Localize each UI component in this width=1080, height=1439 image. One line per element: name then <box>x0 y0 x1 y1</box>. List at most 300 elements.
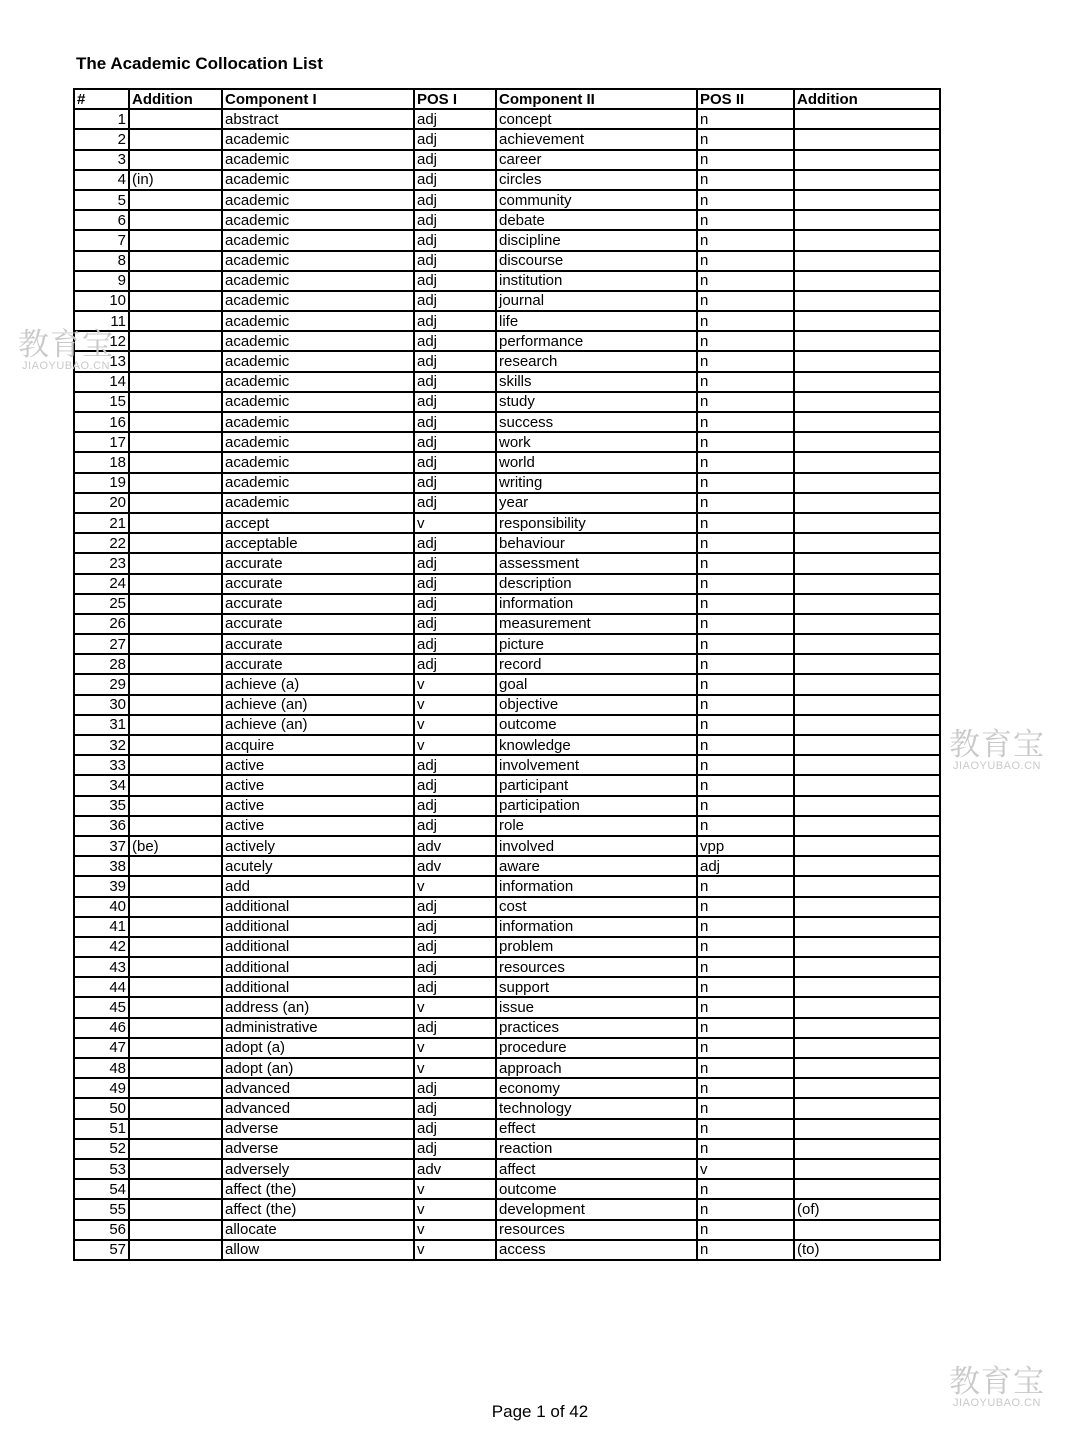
row-number-cell: 13 <box>74 351 129 371</box>
component-i-cell: adversely <box>222 1159 414 1179</box>
table-row <box>74 876 940 896</box>
pos-i-cell: adj <box>414 372 496 392</box>
component-i-cell: adopt (a) <box>222 1038 414 1058</box>
pos-ii-cell: n <box>697 513 794 533</box>
addition-after-cell <box>794 775 940 795</box>
pos-i-cell: adv <box>414 836 496 856</box>
table-row <box>74 392 940 412</box>
pos-ii-cell: n <box>697 372 794 392</box>
row-number-cell: 5 <box>74 190 129 210</box>
component-ii-cell: technology <box>496 1098 697 1118</box>
component-ii-cell: debate <box>496 210 697 230</box>
pos-ii-cell: n <box>697 897 794 917</box>
row-number-cell: 10 <box>74 291 129 311</box>
pos-i-cell: adv <box>414 1159 496 1179</box>
watermark-chinese: 教育宝 <box>18 327 114 363</box>
column-header-component-i: Component I <box>222 89 414 109</box>
pos-i-cell: v <box>414 1220 496 1240</box>
pos-ii-cell: n <box>697 1038 794 1058</box>
row-number-cell: 54 <box>74 1179 129 1199</box>
pos-i-cell: adj <box>414 190 496 210</box>
addition-before-cell <box>129 230 222 250</box>
pos-ii-cell: n <box>697 291 794 311</box>
addition-before-cell <box>129 150 222 170</box>
pos-ii-cell: n <box>697 715 794 735</box>
addition-before-cell <box>129 473 222 493</box>
pos-ii-cell: n <box>697 816 794 836</box>
component-ii-cell: picture <box>496 634 697 654</box>
addition-after-cell <box>794 129 940 149</box>
table-row <box>74 432 940 452</box>
component-i-cell: achieve (an) <box>222 695 414 715</box>
component-i-cell: affect (the) <box>222 1179 414 1199</box>
addition-before-cell <box>129 856 222 876</box>
table-row <box>74 1179 940 1199</box>
row-number-cell: 17 <box>74 432 129 452</box>
pos-i-cell: adj <box>414 977 496 997</box>
component-ii-cell: research <box>496 351 697 371</box>
table-row <box>74 654 940 674</box>
table-row <box>74 614 940 634</box>
pos-i-cell: adj <box>414 129 496 149</box>
table-row <box>74 109 940 129</box>
document-title: The Academic Collocation List <box>76 54 323 73</box>
table-row <box>74 372 940 392</box>
addition-after-cell: (of) <box>794 1199 940 1219</box>
component-i-cell: academic <box>222 291 414 311</box>
table-row <box>74 291 940 311</box>
addition-after-cell <box>794 1220 940 1240</box>
addition-before-cell <box>129 1179 222 1199</box>
pos-i-cell: v <box>414 1058 496 1078</box>
addition-after-cell <box>794 634 940 654</box>
table-row <box>74 493 940 513</box>
row-number-cell: 43 <box>74 957 129 977</box>
pos-ii-cell: n <box>697 634 794 654</box>
pos-i-cell: adj <box>414 452 496 472</box>
addition-after-cell <box>794 917 940 937</box>
pos-i-cell: adj <box>414 331 496 351</box>
component-i-cell: academic <box>222 129 414 149</box>
addition-before-cell <box>129 654 222 674</box>
component-i-cell: acceptable <box>222 533 414 553</box>
component-i-cell: additional <box>222 937 414 957</box>
component-ii-cell: record <box>496 654 697 674</box>
table-row <box>74 412 940 432</box>
row-number-cell: 24 <box>74 574 129 594</box>
addition-before-cell <box>129 1159 222 1179</box>
addition-before-cell <box>129 1058 222 1078</box>
addition-before-cell <box>129 1220 222 1240</box>
table-row <box>74 695 940 715</box>
pos-i-cell: adj <box>414 392 496 412</box>
row-number-cell: 23 <box>74 553 129 573</box>
pos-ii-cell: n <box>697 170 794 190</box>
pos-ii-cell: n <box>697 654 794 674</box>
watermark-logo <box>949 1364 1045 1409</box>
addition-after-cell <box>794 190 940 210</box>
addition-after-cell <box>794 230 940 250</box>
addition-before-cell <box>129 755 222 775</box>
addition-after-cell <box>794 654 940 674</box>
addition-before-cell <box>129 190 222 210</box>
pos-i-cell: adj <box>414 493 496 513</box>
component-ii-cell: reaction <box>496 1139 697 1159</box>
pos-ii-cell: n <box>697 190 794 210</box>
component-i-cell: academic <box>222 432 414 452</box>
addition-after-cell <box>794 1179 940 1199</box>
component-ii-cell: year <box>496 493 697 513</box>
component-i-cell: address (an) <box>222 997 414 1017</box>
pos-i-cell: adj <box>414 271 496 291</box>
table-row <box>74 150 940 170</box>
component-ii-cell: institution <box>496 271 697 291</box>
addition-after-cell <box>794 695 940 715</box>
pos-i-cell: adj <box>414 109 496 129</box>
component-i-cell: adverse <box>222 1139 414 1159</box>
component-ii-cell: objective <box>496 695 697 715</box>
row-number-cell: 35 <box>74 796 129 816</box>
pos-ii-cell: n <box>697 775 794 795</box>
row-number-cell: 6 <box>74 210 129 230</box>
component-ii-cell: achievement <box>496 129 697 149</box>
row-number-cell: 47 <box>74 1038 129 1058</box>
row-number-cell: 31 <box>74 715 129 735</box>
pos-i-cell: adj <box>414 634 496 654</box>
table-row <box>74 1240 940 1260</box>
component-i-cell: acutely <box>222 856 414 876</box>
table-row <box>74 917 940 937</box>
component-i-cell: administrative <box>222 1018 414 1038</box>
pos-ii-cell: n <box>697 1018 794 1038</box>
addition-before-cell <box>129 897 222 917</box>
pos-ii-cell: n <box>697 614 794 634</box>
pos-ii-cell: n <box>697 553 794 573</box>
addition-after-cell <box>794 796 940 816</box>
row-number-cell: 55 <box>74 1199 129 1219</box>
table-row <box>74 957 940 977</box>
component-ii-cell: writing <box>496 473 697 493</box>
pos-ii-cell: n <box>697 1119 794 1139</box>
row-number-cell: 14 <box>74 372 129 392</box>
addition-after-cell <box>794 392 940 412</box>
addition-before-cell <box>129 372 222 392</box>
addition-before-cell <box>129 452 222 472</box>
row-number-cell: 16 <box>74 412 129 432</box>
addition-before-cell <box>129 937 222 957</box>
pos-i-cell: adj <box>414 230 496 250</box>
component-i-cell: accurate <box>222 614 414 634</box>
component-ii-cell: problem <box>496 937 697 957</box>
pos-i-cell: v <box>414 876 496 896</box>
pos-ii-cell: v <box>697 1159 794 1179</box>
addition-after-cell <box>794 997 940 1017</box>
pos-ii-cell: n <box>697 937 794 957</box>
table-row <box>74 634 940 654</box>
pos-i-cell: adj <box>414 775 496 795</box>
addition-before-cell: (in) <box>129 170 222 190</box>
pos-ii-cell: n <box>697 796 794 816</box>
pos-i-cell: v <box>414 513 496 533</box>
table-row <box>74 1078 940 1098</box>
addition-before-cell <box>129 1078 222 1098</box>
pos-ii-cell: adj <box>697 856 794 876</box>
row-number-cell: 12 <box>74 331 129 351</box>
component-ii-cell: knowledge <box>496 735 697 755</box>
addition-after-cell <box>794 1018 940 1038</box>
addition-after-cell <box>794 412 940 432</box>
addition-before-cell <box>129 796 222 816</box>
component-ii-cell: behaviour <box>496 533 697 553</box>
addition-before-cell <box>129 432 222 452</box>
table-row <box>74 452 940 472</box>
addition-before-cell <box>129 997 222 1017</box>
component-ii-cell: work <box>496 432 697 452</box>
component-ii-cell: participant <box>496 775 697 795</box>
table-row <box>74 230 940 250</box>
row-number-cell: 7 <box>74 230 129 250</box>
row-number-cell: 33 <box>74 755 129 775</box>
addition-before-cell <box>129 1199 222 1219</box>
addition-before-cell <box>129 1038 222 1058</box>
watermark-logo <box>949 727 1045 772</box>
component-ii-cell: resources <box>496 957 697 977</box>
pos-ii-cell: n <box>697 533 794 553</box>
pos-i-cell: v <box>414 695 496 715</box>
component-i-cell: actively <box>222 836 414 856</box>
table-row <box>74 1119 940 1139</box>
component-i-cell: academic <box>222 311 414 331</box>
column-header-number: # <box>74 89 129 109</box>
addition-after-cell <box>794 432 940 452</box>
addition-before-cell <box>129 634 222 654</box>
table-row <box>74 170 940 190</box>
pos-ii-cell: n <box>697 311 794 331</box>
table-row <box>74 937 940 957</box>
addition-after-cell <box>794 735 940 755</box>
pos-i-cell: adj <box>414 251 496 271</box>
row-number-cell: 20 <box>74 493 129 513</box>
pos-ii-cell: n <box>697 351 794 371</box>
addition-before-cell <box>129 674 222 694</box>
addition-after-cell <box>794 594 940 614</box>
component-ii-cell: effect <box>496 1119 697 1139</box>
component-i-cell: active <box>222 816 414 836</box>
table-row <box>74 1058 940 1078</box>
table-row <box>74 351 940 371</box>
addition-after-cell <box>794 109 940 129</box>
row-number-cell: 37 <box>74 836 129 856</box>
pos-ii-cell: n <box>697 594 794 614</box>
row-number-cell: 18 <box>74 452 129 472</box>
component-ii-cell: information <box>496 876 697 896</box>
table-row <box>74 836 940 856</box>
row-number-cell: 49 <box>74 1078 129 1098</box>
row-number-cell: 25 <box>74 594 129 614</box>
pos-i-cell: v <box>414 674 496 694</box>
component-i-cell: accurate <box>222 634 414 654</box>
row-number-cell: 48 <box>74 1058 129 1078</box>
addition-before-cell <box>129 1098 222 1118</box>
addition-before-cell <box>129 876 222 896</box>
row-number-cell: 40 <box>74 897 129 917</box>
pos-ii-cell: n <box>697 331 794 351</box>
pos-ii-cell: n <box>697 977 794 997</box>
component-i-cell: active <box>222 755 414 775</box>
component-ii-cell: performance <box>496 331 697 351</box>
addition-after-cell <box>794 715 940 735</box>
addition-after-cell <box>794 210 940 230</box>
pos-ii-cell: n <box>697 1098 794 1118</box>
component-i-cell: achieve (an) <box>222 715 414 735</box>
pos-ii-cell: vpp <box>697 836 794 856</box>
row-number-cell: 46 <box>74 1018 129 1038</box>
addition-before-cell <box>129 271 222 291</box>
component-ii-cell: world <box>496 452 697 472</box>
component-i-cell: advanced <box>222 1098 414 1118</box>
addition-after-cell <box>794 553 940 573</box>
pos-ii-cell: n <box>697 674 794 694</box>
addition-after-cell <box>794 533 940 553</box>
row-number-cell: 28 <box>74 654 129 674</box>
table-row <box>74 796 940 816</box>
row-number-cell: 52 <box>74 1139 129 1159</box>
addition-after-cell <box>794 614 940 634</box>
component-ii-cell: life <box>496 311 697 331</box>
pos-i-cell: adj <box>414 473 496 493</box>
watermark-english: JIAOYUBAO.CN <box>953 760 1041 772</box>
component-ii-cell: issue <box>496 997 697 1017</box>
component-i-cell: academic <box>222 473 414 493</box>
table-row <box>74 473 940 493</box>
pos-i-cell: adj <box>414 351 496 371</box>
component-i-cell: add <box>222 876 414 896</box>
pos-ii-cell: n <box>697 129 794 149</box>
pos-i-cell: adj <box>414 755 496 775</box>
table-row <box>74 129 940 149</box>
pos-ii-cell: n <box>697 1220 794 1240</box>
component-i-cell: academic <box>222 150 414 170</box>
component-ii-cell: description <box>496 574 697 594</box>
component-ii-cell: measurement <box>496 614 697 634</box>
pos-ii-cell: n <box>697 876 794 896</box>
component-i-cell: accurate <box>222 553 414 573</box>
table-row <box>74 755 940 775</box>
row-number-cell: 22 <box>74 533 129 553</box>
pos-ii-cell: n <box>697 735 794 755</box>
addition-after-cell <box>794 1119 940 1139</box>
pos-i-cell: adj <box>414 150 496 170</box>
component-i-cell: adopt (an) <box>222 1058 414 1078</box>
component-ii-cell: discourse <box>496 251 697 271</box>
addition-before-cell <box>129 957 222 977</box>
addition-before-cell <box>129 493 222 513</box>
table-header-row <box>74 89 940 109</box>
component-ii-cell: skills <box>496 372 697 392</box>
row-number-cell: 11 <box>74 311 129 331</box>
component-ii-cell: discipline <box>496 230 697 250</box>
pos-i-cell: adj <box>414 897 496 917</box>
column-header-addition: Addition <box>129 89 222 109</box>
pos-ii-cell: n <box>697 574 794 594</box>
component-ii-cell: practices <box>496 1018 697 1038</box>
pos-ii-cell: n <box>697 251 794 271</box>
component-i-cell: academic <box>222 331 414 351</box>
addition-before-cell <box>129 351 222 371</box>
addition-before-cell <box>129 129 222 149</box>
row-number-cell: 56 <box>74 1220 129 1240</box>
column-header-component-ii: Component II <box>496 89 697 109</box>
component-i-cell: additional <box>222 917 414 937</box>
component-ii-cell: participation <box>496 796 697 816</box>
addition-after-cell <box>794 755 940 775</box>
table-row <box>74 553 940 573</box>
component-i-cell: additional <box>222 957 414 977</box>
addition-before-cell <box>129 533 222 553</box>
component-i-cell: abstract <box>222 109 414 129</box>
pos-i-cell: v <box>414 997 496 1017</box>
addition-after-cell <box>794 957 940 977</box>
component-i-cell: academic <box>222 251 414 271</box>
pos-i-cell: adj <box>414 553 496 573</box>
row-number-cell: 30 <box>74 695 129 715</box>
addition-before-cell <box>129 614 222 634</box>
addition-after-cell <box>794 876 940 896</box>
component-ii-cell: outcome <box>496 1179 697 1199</box>
pos-ii-cell: n <box>697 1179 794 1199</box>
component-i-cell: academic <box>222 452 414 472</box>
table-row <box>74 856 940 876</box>
pos-i-cell: adj <box>414 1078 496 1098</box>
row-number-cell: 41 <box>74 917 129 937</box>
component-ii-cell: aware <box>496 856 697 876</box>
pos-i-cell: adj <box>414 1139 496 1159</box>
pos-ii-cell: n <box>697 150 794 170</box>
watermark-english: JIAOYUBAO.CN <box>953 1397 1041 1409</box>
table-row <box>74 331 940 351</box>
table-row <box>74 1018 940 1038</box>
addition-after-cell <box>794 452 940 472</box>
pos-i-cell: adj <box>414 614 496 634</box>
addition-after-cell <box>794 513 940 533</box>
watermark-chinese: 教育宝 <box>949 1364 1045 1400</box>
component-ii-cell: economy <box>496 1078 697 1098</box>
component-i-cell: accurate <box>222 654 414 674</box>
row-number-cell: 45 <box>74 997 129 1017</box>
pos-i-cell: v <box>414 1038 496 1058</box>
table-body <box>74 109 940 1260</box>
pos-i-cell: v <box>414 715 496 735</box>
component-i-cell: allow <box>222 1240 414 1260</box>
row-number-cell: 32 <box>74 735 129 755</box>
table-row <box>74 775 940 795</box>
table-row <box>74 674 940 694</box>
pos-i-cell: adj <box>414 170 496 190</box>
table-row <box>74 1098 940 1118</box>
row-number-cell: 4 <box>74 170 129 190</box>
component-ii-cell: community <box>496 190 697 210</box>
table-row <box>74 271 940 291</box>
addition-after-cell <box>794 271 940 291</box>
pos-i-cell: adj <box>414 412 496 432</box>
pos-ii-cell: n <box>697 695 794 715</box>
row-number-cell: 9 <box>74 271 129 291</box>
table-row <box>74 251 940 271</box>
component-ii-cell: concept <box>496 109 697 129</box>
page-number: Page 1 of 42 <box>491 1402 589 1421</box>
table-row <box>74 897 940 917</box>
addition-before-cell <box>129 695 222 715</box>
